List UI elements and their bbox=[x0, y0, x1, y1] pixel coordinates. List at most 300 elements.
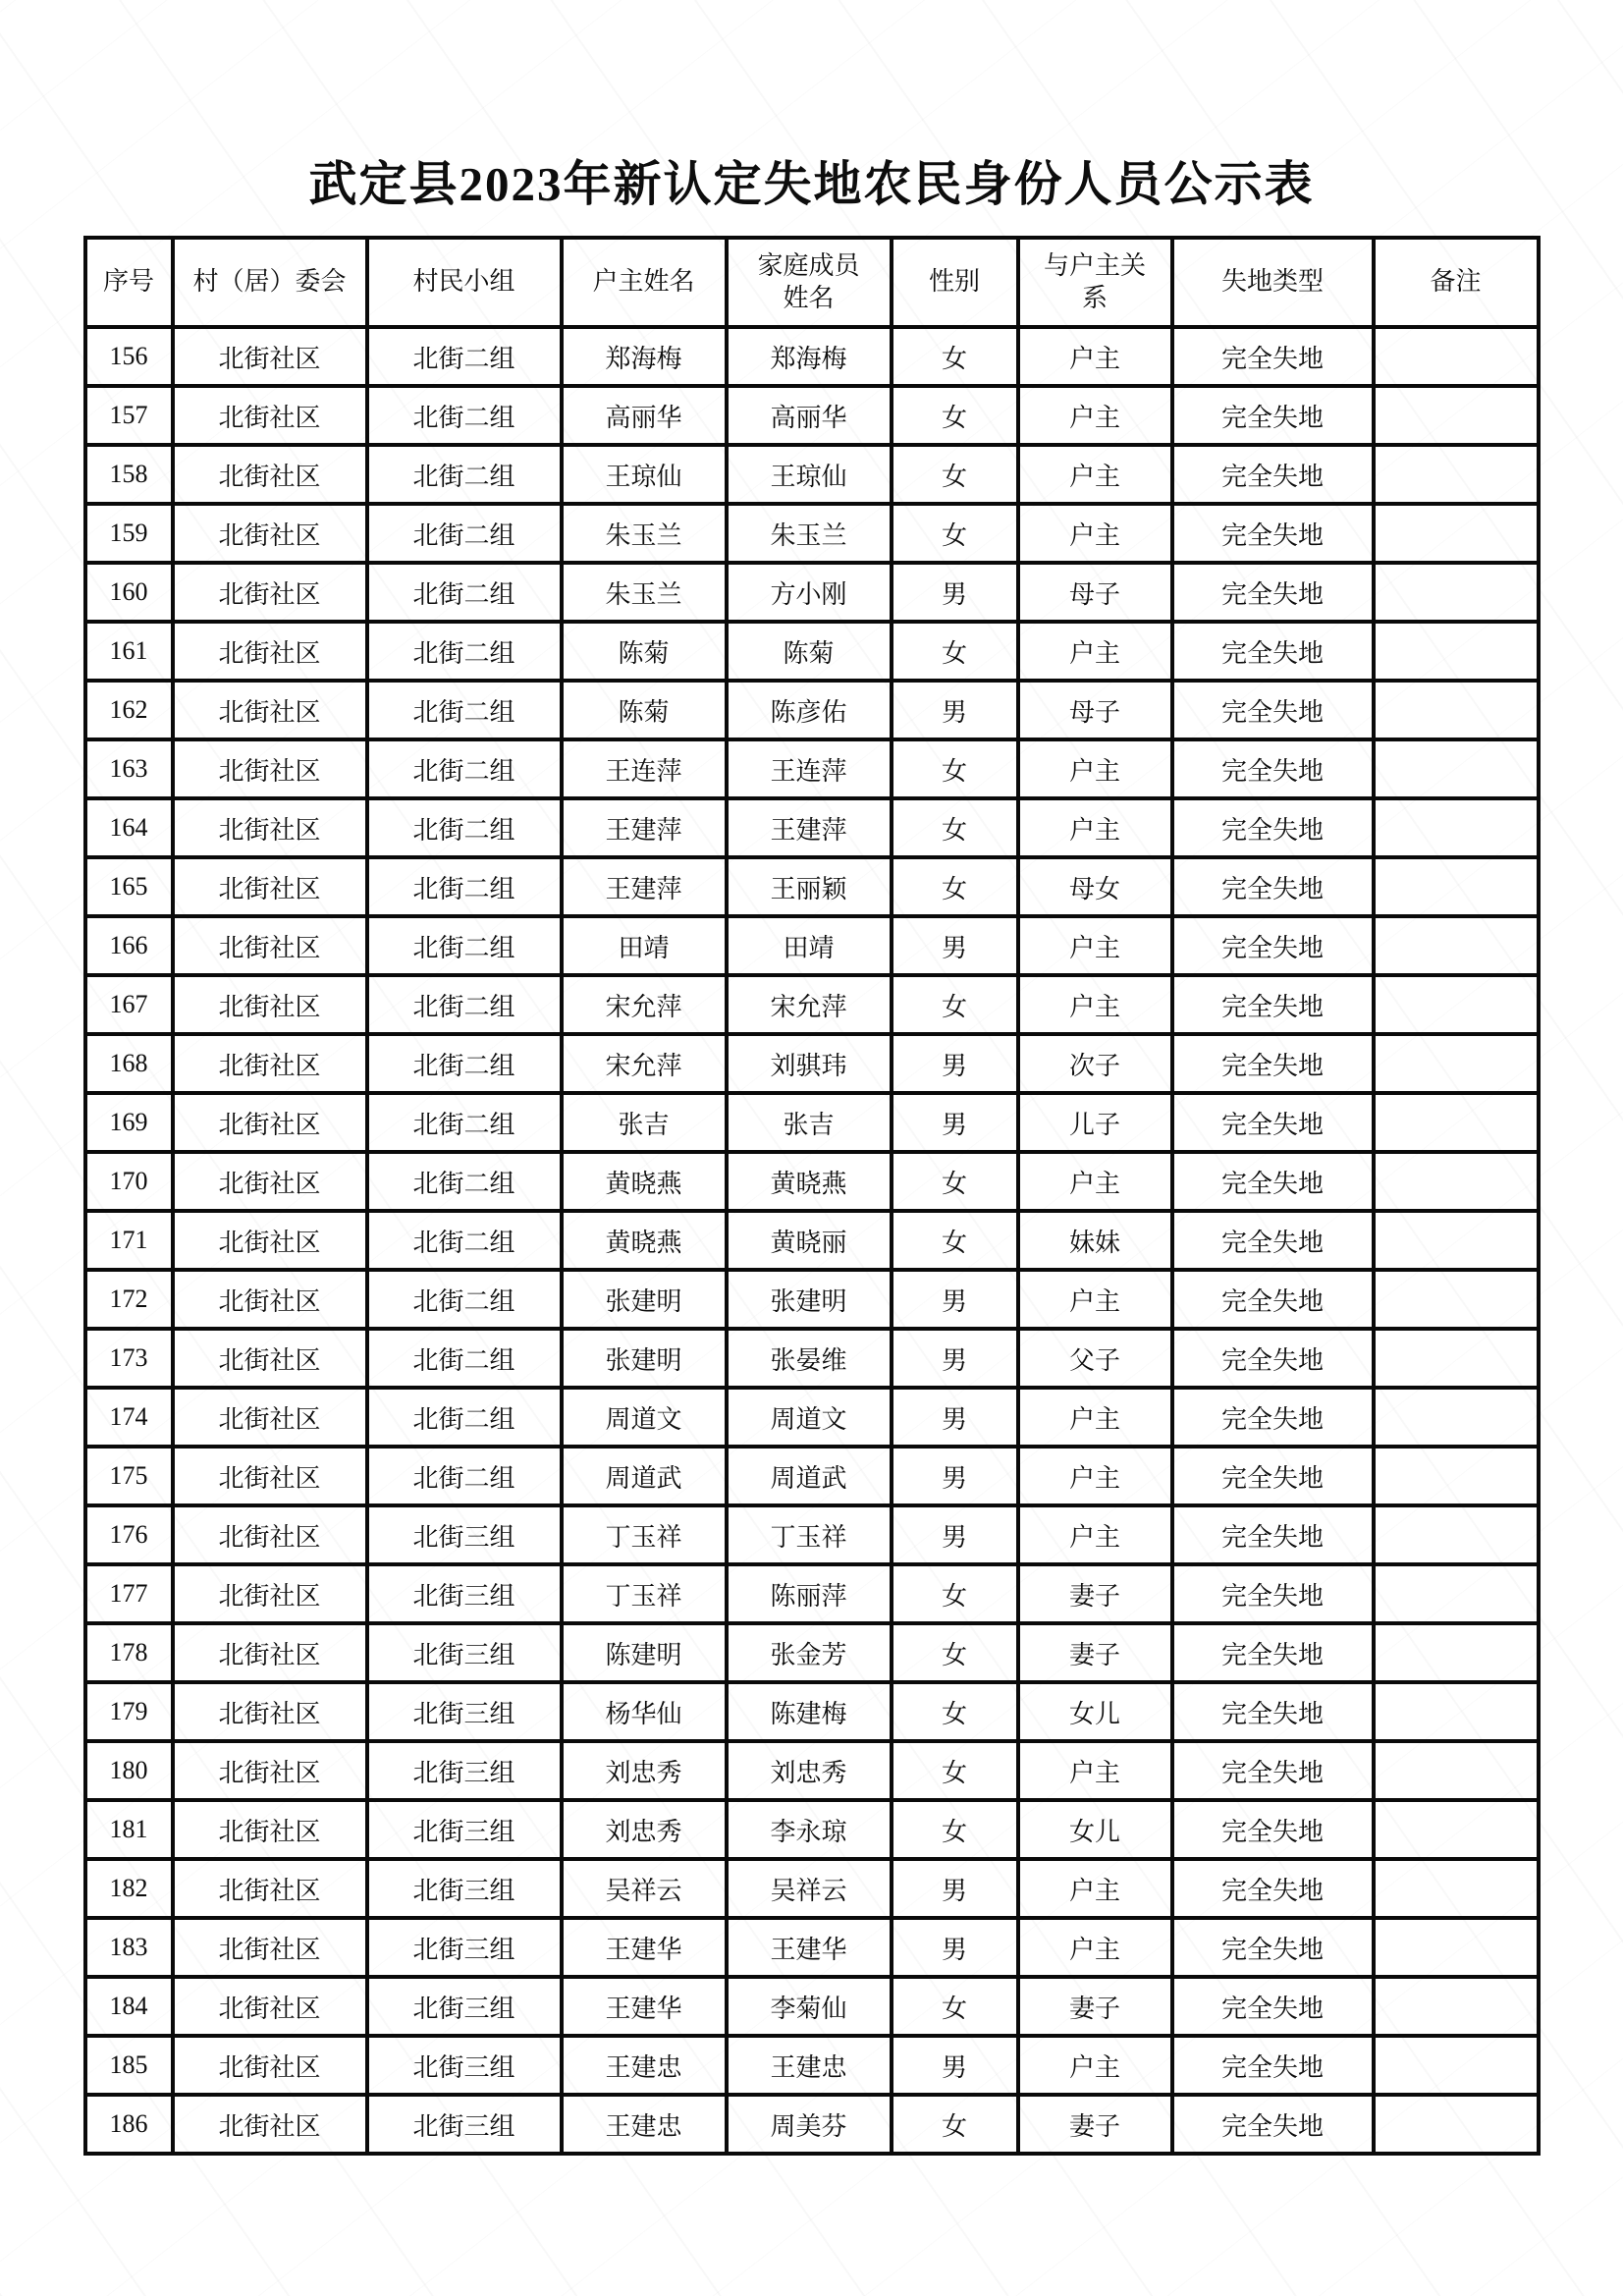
cell-relation: 妹妹 bbox=[1018, 1211, 1172, 1270]
cell-relation: 户主 bbox=[1018, 622, 1172, 681]
cell-index: 162 bbox=[85, 681, 173, 739]
col-header-head-name bbox=[562, 238, 727, 327]
cell-relation: 户主 bbox=[1018, 1388, 1172, 1447]
cell-committee: 北街社区 bbox=[173, 1682, 367, 1741]
cell-relation: 母子 bbox=[1018, 681, 1172, 739]
cell-member-name: 田靖 bbox=[727, 916, 892, 975]
cell-committee: 北街社区 bbox=[173, 1093, 367, 1152]
cell-head-name: 丁玉祥 bbox=[562, 1564, 727, 1623]
cell-remark bbox=[1374, 1977, 1539, 2036]
cell-loss-type: 完全失地 bbox=[1172, 622, 1374, 681]
cell-index: 163 bbox=[85, 739, 173, 798]
col-header-index bbox=[85, 238, 173, 327]
cell-index: 156 bbox=[85, 327, 173, 386]
notice-table-body bbox=[85, 327, 1539, 2154]
cell-member-name: 吴祥云 bbox=[727, 1859, 892, 1918]
cell-member-name: 高丽华 bbox=[727, 386, 892, 445]
cell-loss-type: 完全失地 bbox=[1172, 1093, 1374, 1152]
cell-head-name: 王建萍 bbox=[562, 857, 727, 916]
cell-loss-type: 完全失地 bbox=[1172, 916, 1374, 975]
cell-head-name: 张建明 bbox=[562, 1270, 727, 1329]
cell-index: 161 bbox=[85, 622, 173, 681]
table-row bbox=[85, 1564, 1539, 1623]
table-row bbox=[85, 1034, 1539, 1093]
cell-relation: 妻子 bbox=[1018, 2095, 1172, 2154]
cell-remark bbox=[1374, 327, 1539, 386]
cell-head-name: 宋允萍 bbox=[562, 975, 727, 1034]
col-header-index-label: 序号 bbox=[102, 267, 154, 297]
cell-committee: 北街社区 bbox=[173, 681, 367, 739]
cell-index: 170 bbox=[85, 1152, 173, 1211]
cell-relation: 户主 bbox=[1018, 1918, 1172, 1977]
cell-group: 北街三组 bbox=[367, 1564, 562, 1623]
cell-head-name: 刘忠秀 bbox=[562, 1800, 727, 1859]
cell-index: 175 bbox=[85, 1447, 173, 1505]
cell-remark bbox=[1374, 1152, 1539, 1211]
cell-member-name: 朱玉兰 bbox=[727, 504, 892, 563]
cell-group: 北街二组 bbox=[367, 1093, 562, 1152]
table-row bbox=[85, 975, 1539, 1034]
table-row bbox=[85, 1093, 1539, 1152]
cell-gender: 女 bbox=[892, 1741, 1018, 1800]
cell-gender: 女 bbox=[892, 1152, 1018, 1211]
cell-head-name: 陈菊 bbox=[562, 622, 727, 681]
cell-relation: 户主 bbox=[1018, 445, 1172, 504]
cell-relation: 户主 bbox=[1018, 2036, 1172, 2095]
cell-committee: 北街社区 bbox=[173, 2036, 367, 2095]
cell-member-name: 丁玉祥 bbox=[727, 1505, 892, 1564]
cell-relation: 户主 bbox=[1018, 1505, 1172, 1564]
cell-group: 北街二组 bbox=[367, 1152, 562, 1211]
cell-committee: 北街社区 bbox=[173, 563, 367, 622]
cell-gender: 男 bbox=[892, 1329, 1018, 1388]
cell-gender: 女 bbox=[892, 622, 1018, 681]
cell-loss-type: 完全失地 bbox=[1172, 681, 1374, 739]
col-header-head-name-label: 户主姓名 bbox=[592, 267, 695, 297]
cell-index: 158 bbox=[85, 445, 173, 504]
col-header-loss-type bbox=[1172, 238, 1374, 327]
cell-head-name: 朱玉兰 bbox=[562, 563, 727, 622]
cell-committee: 北街社区 bbox=[173, 1623, 367, 1682]
cell-group: 北街三组 bbox=[367, 1682, 562, 1741]
cell-relation: 户主 bbox=[1018, 1859, 1172, 1918]
table-row bbox=[85, 1447, 1539, 1505]
cell-index: 172 bbox=[85, 1270, 173, 1329]
cell-head-name: 陈建明 bbox=[562, 1623, 727, 1682]
cell-gender: 女 bbox=[892, 1564, 1018, 1623]
cell-relation: 户主 bbox=[1018, 504, 1172, 563]
cell-member-name: 陈菊 bbox=[727, 622, 892, 681]
cell-remark bbox=[1374, 975, 1539, 1034]
cell-remark bbox=[1374, 2036, 1539, 2095]
cell-group: 北街二组 bbox=[367, 681, 562, 739]
cell-remark bbox=[1374, 1564, 1539, 1623]
col-header-gender bbox=[892, 238, 1018, 327]
cell-member-name: 王建华 bbox=[727, 1918, 892, 1977]
cell-index: 184 bbox=[85, 1977, 173, 2036]
cell-head-name: 王连萍 bbox=[562, 739, 727, 798]
cell-group: 北街二组 bbox=[367, 563, 562, 622]
cell-index: 181 bbox=[85, 1800, 173, 1859]
cell-gender: 女 bbox=[892, 504, 1018, 563]
cell-gender: 男 bbox=[892, 1447, 1018, 1505]
cell-remark bbox=[1374, 622, 1539, 681]
cell-committee: 北街社区 bbox=[173, 386, 367, 445]
cell-member-name: 郑海梅 bbox=[727, 327, 892, 386]
cell-relation: 户主 bbox=[1018, 916, 1172, 975]
cell-committee: 北街社区 bbox=[173, 1211, 367, 1270]
table-row bbox=[85, 1800, 1539, 1859]
page-title: 武定县2023年新认定失地农民身份人员公示表 bbox=[308, 157, 1315, 211]
cell-index: 169 bbox=[85, 1093, 173, 1152]
cell-committee: 北街社区 bbox=[173, 327, 367, 386]
cell-member-name: 王连萍 bbox=[727, 739, 892, 798]
cell-member-name: 陈丽萍 bbox=[727, 1564, 892, 1623]
cell-remark bbox=[1374, 1447, 1539, 1505]
cell-committee: 北街社区 bbox=[173, 1918, 367, 1977]
cell-head-name: 宋允萍 bbox=[562, 1034, 727, 1093]
cell-relation: 次子 bbox=[1018, 1034, 1172, 1093]
cell-member-name: 黄晓燕 bbox=[727, 1152, 892, 1211]
cell-relation: 户主 bbox=[1018, 327, 1172, 386]
cell-group: 北街二组 bbox=[367, 1447, 562, 1505]
cell-committee: 北街社区 bbox=[173, 2095, 367, 2154]
cell-group: 北街二组 bbox=[367, 1388, 562, 1447]
cell-head-name: 黄晓燕 bbox=[562, 1152, 727, 1211]
table-row bbox=[85, 1505, 1539, 1564]
cell-loss-type: 完全失地 bbox=[1172, 1564, 1374, 1623]
cell-committee: 北街社区 bbox=[173, 1505, 367, 1564]
cell-member-name: 黄晓丽 bbox=[727, 1211, 892, 1270]
cell-loss-type: 完全失地 bbox=[1172, 1152, 1374, 1211]
col-header-relation bbox=[1018, 238, 1172, 327]
cell-loss-type: 完全失地 bbox=[1172, 1859, 1374, 1918]
cell-index: 177 bbox=[85, 1564, 173, 1623]
table-row bbox=[85, 857, 1539, 916]
cell-relation: 女儿 bbox=[1018, 1800, 1172, 1859]
cell-head-name: 周道武 bbox=[562, 1447, 727, 1505]
cell-remark bbox=[1374, 857, 1539, 916]
cell-loss-type: 完全失地 bbox=[1172, 1388, 1374, 1447]
cell-loss-type: 完全失地 bbox=[1172, 1623, 1374, 1682]
cell-remark bbox=[1374, 1270, 1539, 1329]
cell-index: 176 bbox=[85, 1505, 173, 1564]
cell-loss-type: 完全失地 bbox=[1172, 386, 1374, 445]
cell-remark bbox=[1374, 445, 1539, 504]
cell-committee: 北街社区 bbox=[173, 1329, 367, 1388]
cell-loss-type: 完全失地 bbox=[1172, 1034, 1374, 1093]
cell-head-name: 刘忠秀 bbox=[562, 1741, 727, 1800]
cell-committee: 北街社区 bbox=[173, 1388, 367, 1447]
cell-member-name: 王建萍 bbox=[727, 798, 892, 857]
cell-head-name: 杨华仙 bbox=[562, 1682, 727, 1741]
cell-loss-type: 完全失地 bbox=[1172, 1741, 1374, 1800]
cell-committee: 北街社区 bbox=[173, 975, 367, 1034]
cell-index: 186 bbox=[85, 2095, 173, 2154]
cell-committee: 北街社区 bbox=[173, 1034, 367, 1093]
cell-committee: 北街社区 bbox=[173, 1270, 367, 1329]
cell-remark bbox=[1374, 1329, 1539, 1388]
table-row bbox=[85, 1388, 1539, 1447]
cell-index: 166 bbox=[85, 916, 173, 975]
cell-index: 165 bbox=[85, 857, 173, 916]
cell-relation: 户主 bbox=[1018, 1447, 1172, 1505]
cell-relation: 妻子 bbox=[1018, 1623, 1172, 1682]
table-row bbox=[85, 504, 1539, 563]
cell-group: 北街二组 bbox=[367, 739, 562, 798]
cell-gender: 女 bbox=[892, 1623, 1018, 1682]
cell-head-name: 王建华 bbox=[562, 1918, 727, 1977]
cell-remark bbox=[1374, 1388, 1539, 1447]
cell-group: 北街二组 bbox=[367, 798, 562, 857]
cell-gender: 女 bbox=[892, 1682, 1018, 1741]
cell-loss-type: 完全失地 bbox=[1172, 504, 1374, 563]
table-row bbox=[85, 739, 1539, 798]
table-row bbox=[85, 681, 1539, 739]
cell-loss-type: 完全失地 bbox=[1172, 445, 1374, 504]
cell-group: 北街三组 bbox=[367, 2095, 562, 2154]
table-row bbox=[85, 1270, 1539, 1329]
cell-member-name: 周美芬 bbox=[727, 2095, 892, 2154]
cell-loss-type: 完全失地 bbox=[1172, 975, 1374, 1034]
cell-member-name: 陈彦佑 bbox=[727, 681, 892, 739]
cell-gender: 女 bbox=[892, 798, 1018, 857]
cell-loss-type: 完全失地 bbox=[1172, 1800, 1374, 1859]
cell-index: 159 bbox=[85, 504, 173, 563]
cell-group: 北街二组 bbox=[367, 1270, 562, 1329]
cell-committee: 北街社区 bbox=[173, 739, 367, 798]
cell-gender: 男 bbox=[892, 1093, 1018, 1152]
cell-committee: 北街社区 bbox=[173, 1152, 367, 1211]
cell-member-name: 张金芳 bbox=[727, 1623, 892, 1682]
cell-head-name: 吴祥云 bbox=[562, 1859, 727, 1918]
cell-index: 167 bbox=[85, 975, 173, 1034]
cell-gender: 女 bbox=[892, 1800, 1018, 1859]
cell-index: 164 bbox=[85, 798, 173, 857]
table-row bbox=[85, 1211, 1539, 1270]
cell-gender: 女 bbox=[892, 445, 1018, 504]
cell-gender: 男 bbox=[892, 1918, 1018, 1977]
cell-relation: 女儿 bbox=[1018, 1682, 1172, 1741]
cell-remark bbox=[1374, 2095, 1539, 2154]
cell-group: 北街二组 bbox=[367, 445, 562, 504]
cell-index: 180 bbox=[85, 1741, 173, 1800]
cell-remark bbox=[1374, 386, 1539, 445]
cell-committee: 北街社区 bbox=[173, 1564, 367, 1623]
cell-member-name: 周道文 bbox=[727, 1388, 892, 1447]
notice-table bbox=[83, 236, 1541, 2156]
cell-group: 北街二组 bbox=[367, 916, 562, 975]
cell-index: 179 bbox=[85, 1682, 173, 1741]
table-row bbox=[85, 386, 1539, 445]
cell-index: 183 bbox=[85, 1918, 173, 1977]
cell-member-name: 刘忠秀 bbox=[727, 1741, 892, 1800]
table-row bbox=[85, 1682, 1539, 1741]
cell-index: 160 bbox=[85, 563, 173, 622]
cell-group: 北街三组 bbox=[367, 1859, 562, 1918]
cell-loss-type: 完全失地 bbox=[1172, 798, 1374, 857]
cell-group: 北街二组 bbox=[367, 1211, 562, 1270]
table-row bbox=[85, 2036, 1539, 2095]
col-header-member-name bbox=[727, 238, 892, 327]
cell-relation: 母女 bbox=[1018, 857, 1172, 916]
cell-group: 北街三组 bbox=[367, 1741, 562, 1800]
cell-gender: 男 bbox=[892, 2036, 1018, 2095]
cell-loss-type: 完全失地 bbox=[1172, 2036, 1374, 2095]
cell-head-name: 田靖 bbox=[562, 916, 727, 975]
cell-gender: 男 bbox=[892, 681, 1018, 739]
cell-relation: 母子 bbox=[1018, 563, 1172, 622]
cell-committee: 北街社区 bbox=[173, 1800, 367, 1859]
cell-member-name: 宋允萍 bbox=[727, 975, 892, 1034]
cell-loss-type: 完全失地 bbox=[1172, 1505, 1374, 1564]
cell-relation: 妻子 bbox=[1018, 1977, 1172, 2036]
cell-loss-type: 完全失地 bbox=[1172, 1918, 1374, 1977]
cell-gender: 男 bbox=[892, 1034, 1018, 1093]
cell-member-name: 方小刚 bbox=[727, 563, 892, 622]
cell-index: 171 bbox=[85, 1211, 173, 1270]
cell-member-name: 张建明 bbox=[727, 1270, 892, 1329]
cell-head-name: 王建萍 bbox=[562, 798, 727, 857]
cell-remark bbox=[1374, 1211, 1539, 1270]
cell-relation: 户主 bbox=[1018, 739, 1172, 798]
cell-committee: 北街社区 bbox=[173, 916, 367, 975]
cell-head-name: 丁玉祥 bbox=[562, 1505, 727, 1564]
cell-loss-type: 完全失地 bbox=[1172, 1329, 1374, 1388]
cell-gender: 男 bbox=[892, 1859, 1018, 1918]
cell-gender: 女 bbox=[892, 739, 1018, 798]
cell-loss-type: 完全失地 bbox=[1172, 1447, 1374, 1505]
table-row bbox=[85, 622, 1539, 681]
cell-committee: 北街社区 bbox=[173, 622, 367, 681]
table-row bbox=[85, 1741, 1539, 1800]
cell-member-name: 王丽颖 bbox=[727, 857, 892, 916]
cell-loss-type: 完全失地 bbox=[1172, 327, 1374, 386]
cell-member-name: 张吉 bbox=[727, 1093, 892, 1152]
cell-gender: 女 bbox=[892, 857, 1018, 916]
cell-index: 174 bbox=[85, 1388, 173, 1447]
cell-remark bbox=[1374, 681, 1539, 739]
cell-gender: 男 bbox=[892, 563, 1018, 622]
cell-gender: 女 bbox=[892, 2095, 1018, 2154]
cell-committee: 北街社区 bbox=[173, 1447, 367, 1505]
table-row bbox=[85, 798, 1539, 857]
cell-remark bbox=[1374, 1623, 1539, 1682]
col-header-gender-label: 性别 bbox=[928, 267, 980, 297]
cell-group: 北街三组 bbox=[367, 1505, 562, 1564]
header-row bbox=[85, 238, 1539, 327]
table-row bbox=[85, 445, 1539, 504]
cell-group: 北街三组 bbox=[367, 2036, 562, 2095]
table-row bbox=[85, 1977, 1539, 2036]
cell-index: 168 bbox=[85, 1034, 173, 1093]
table-row bbox=[85, 563, 1539, 622]
cell-committee: 北街社区 bbox=[173, 1977, 367, 2036]
cell-remark bbox=[1374, 1918, 1539, 1977]
col-header-relation-label: 与户主关系 bbox=[1043, 251, 1146, 312]
col-header-group bbox=[367, 238, 562, 327]
col-header-remark bbox=[1374, 238, 1539, 327]
table-row bbox=[85, 1152, 1539, 1211]
table-row bbox=[85, 1859, 1539, 1918]
cell-loss-type: 完全失地 bbox=[1172, 2095, 1374, 2154]
cell-loss-type: 完全失地 bbox=[1172, 1977, 1374, 2036]
table-row bbox=[85, 1623, 1539, 1682]
cell-head-name: 王琼仙 bbox=[562, 445, 727, 504]
cell-member-name: 刘骐玮 bbox=[727, 1034, 892, 1093]
cell-relation: 妻子 bbox=[1018, 1564, 1172, 1623]
cell-committee: 北街社区 bbox=[173, 1741, 367, 1800]
cell-remark bbox=[1374, 1034, 1539, 1093]
col-header-loss-type-label: 失地类型 bbox=[1220, 267, 1324, 297]
cell-relation: 户主 bbox=[1018, 386, 1172, 445]
col-header-remark-label: 备注 bbox=[1430, 267, 1482, 297]
cell-group: 北街二组 bbox=[367, 622, 562, 681]
cell-index: 182 bbox=[85, 1859, 173, 1918]
cell-loss-type: 完全失地 bbox=[1172, 1682, 1374, 1741]
cell-head-name: 王建忠 bbox=[562, 2095, 727, 2154]
cell-remark bbox=[1374, 1682, 1539, 1741]
cell-index: 173 bbox=[85, 1329, 173, 1388]
cell-head-name: 王建华 bbox=[562, 1977, 727, 2036]
cell-relation: 户主 bbox=[1018, 975, 1172, 1034]
table-row bbox=[85, 2095, 1539, 2154]
cell-group: 北街二组 bbox=[367, 1329, 562, 1388]
cell-group: 北街三组 bbox=[367, 1623, 562, 1682]
cell-committee: 北街社区 bbox=[173, 798, 367, 857]
cell-remark bbox=[1374, 1505, 1539, 1564]
cell-gender: 男 bbox=[892, 1505, 1018, 1564]
cell-head-name: 黄晓燕 bbox=[562, 1211, 727, 1270]
cell-remark bbox=[1374, 916, 1539, 975]
cell-relation: 户主 bbox=[1018, 1741, 1172, 1800]
cell-member-name: 王琼仙 bbox=[727, 445, 892, 504]
table-row bbox=[85, 327, 1539, 386]
cell-head-name: 陈菊 bbox=[562, 681, 727, 739]
cell-head-name: 周道文 bbox=[562, 1388, 727, 1447]
table-row bbox=[85, 916, 1539, 975]
cell-gender: 女 bbox=[892, 1211, 1018, 1270]
cell-loss-type: 完全失地 bbox=[1172, 1211, 1374, 1270]
cell-gender: 男 bbox=[892, 916, 1018, 975]
col-header-committee bbox=[173, 238, 367, 327]
col-header-committee-label: 村（居）委会 bbox=[192, 267, 347, 297]
cell-remark bbox=[1374, 739, 1539, 798]
cell-loss-type: 完全失地 bbox=[1172, 563, 1374, 622]
cell-head-name: 张建明 bbox=[562, 1329, 727, 1388]
cell-relation: 户主 bbox=[1018, 1270, 1172, 1329]
cell-head-name: 高丽华 bbox=[562, 386, 727, 445]
cell-remark bbox=[1374, 504, 1539, 563]
cell-group: 北街二组 bbox=[367, 975, 562, 1034]
cell-remark bbox=[1374, 1800, 1539, 1859]
cell-relation: 户主 bbox=[1018, 798, 1172, 857]
cell-member-name: 张晏维 bbox=[727, 1329, 892, 1388]
cell-member-name: 李菊仙 bbox=[727, 1977, 892, 2036]
cell-head-name: 王建忠 bbox=[562, 2036, 727, 2095]
table-row bbox=[85, 1329, 1539, 1388]
cell-committee: 北街社区 bbox=[173, 857, 367, 916]
cell-group: 北街二组 bbox=[367, 386, 562, 445]
cell-loss-type: 完全失地 bbox=[1172, 1270, 1374, 1329]
cell-group: 北街二组 bbox=[367, 1034, 562, 1093]
col-header-group-label: 村民小组 bbox=[412, 267, 515, 297]
cell-group: 北街三组 bbox=[367, 1800, 562, 1859]
cell-remark bbox=[1374, 1859, 1539, 1918]
cell-group: 北街三组 bbox=[367, 1977, 562, 2036]
cell-group: 北街二组 bbox=[367, 857, 562, 916]
cell-gender: 女 bbox=[892, 386, 1018, 445]
